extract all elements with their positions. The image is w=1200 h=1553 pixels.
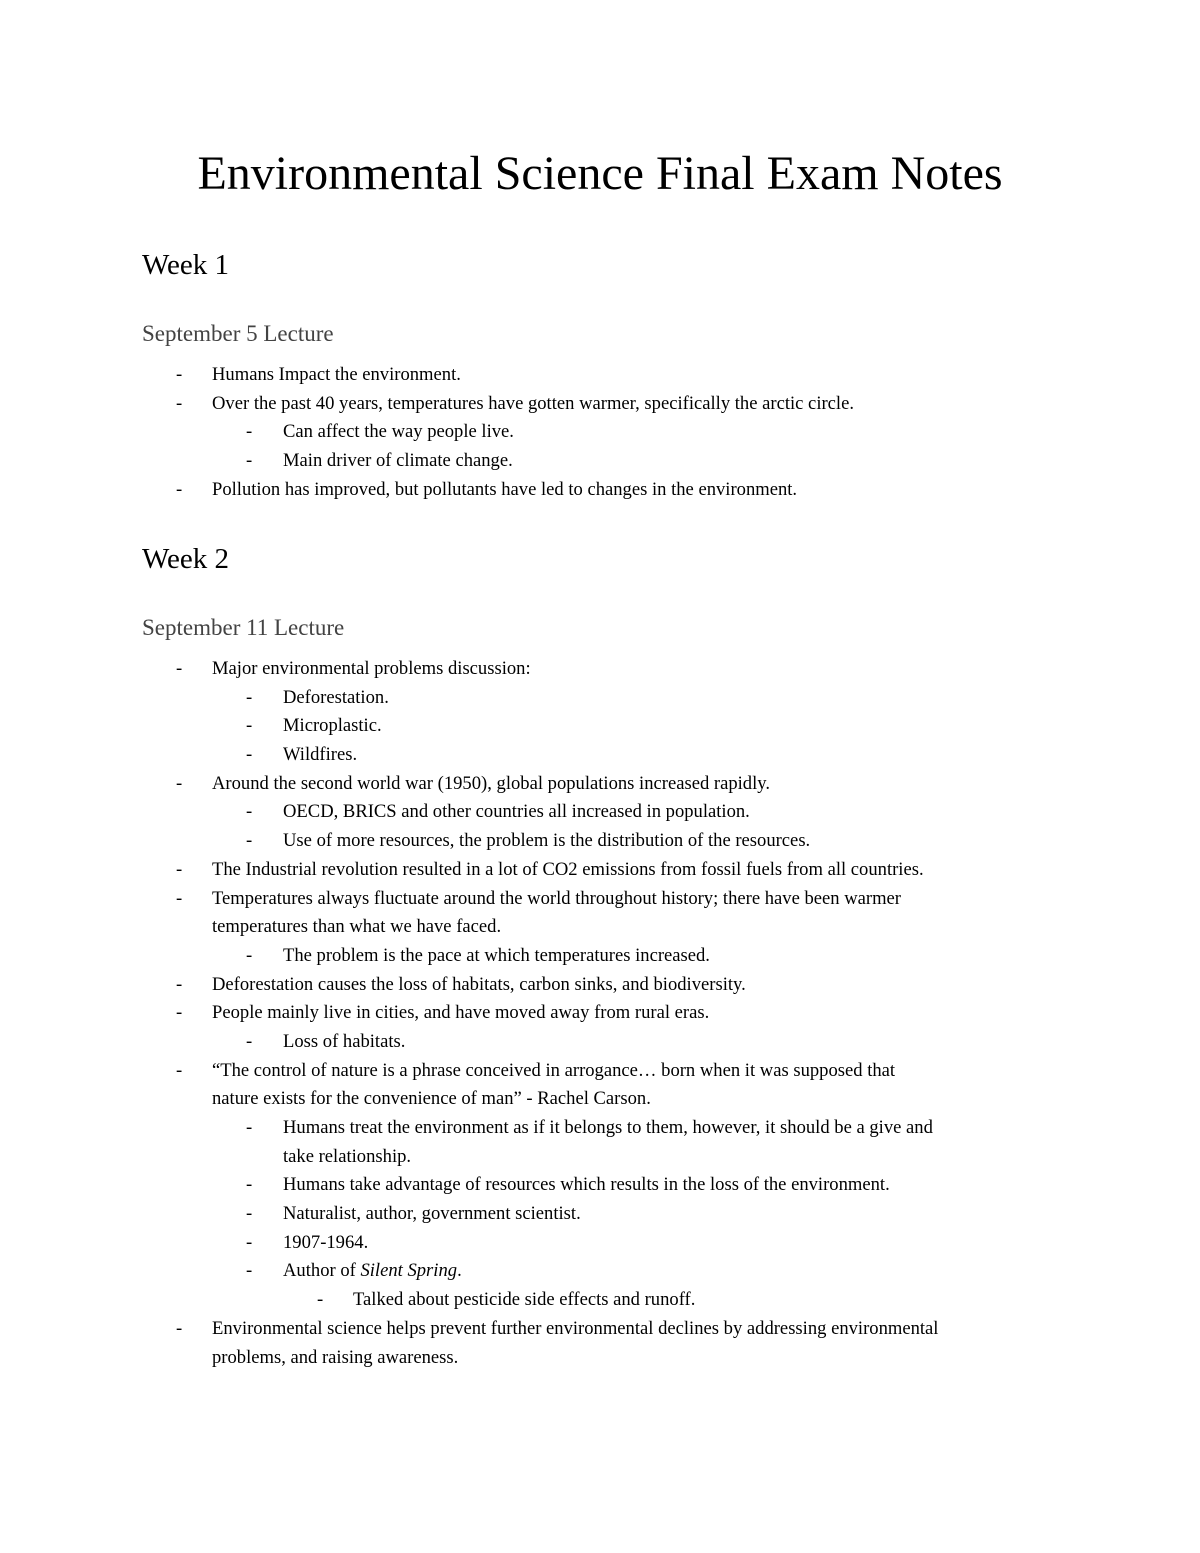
note-text: Main driver of climate change. [283,450,513,472]
note-line [0,447,1200,476]
note-line [0,885,1200,914]
bullet-dash: - [246,944,253,966]
week-2-notes-list [0,655,1200,1372]
bullet-dash: - [176,858,183,880]
bullet-dash: - [176,478,183,500]
note-line [0,655,1200,684]
note-line [0,1315,1200,1344]
note-text: Loss of habitats. [283,1030,406,1052]
note-text: nature exists for the convenience of man” - Rachel Carson. [212,1088,651,1110]
note-line [0,1229,1200,1258]
note-text: People mainly live in cities, and have moved away from rural eras. [212,1002,710,1024]
bullet-dash: - [246,715,253,737]
bullet-dash: - [246,1174,253,1196]
note-line [0,476,1200,505]
bullet-dash: - [246,1203,253,1225]
note-line [0,684,1200,713]
bullet-dash: - [246,450,253,472]
bullet-dash: - [246,801,253,823]
bullet-dash: - [317,1289,324,1311]
note-text: Temperatures always fluctuate around the world throughout history; there have been warmer [212,887,902,909]
note-line-continuation [0,913,1200,942]
note-line-continuation [0,1344,1200,1373]
bullet-dash: - [246,1231,253,1253]
note-line [0,798,1200,827]
bullet-dash: - [246,686,253,708]
note-text: take relationship. [283,1145,412,1167]
note-text: Deforestation. [283,686,389,708]
note-text: Naturalist, author, government scientist. [283,1203,581,1225]
note-text: Use of more resources, the problem is the distribution of the resources. [283,830,811,852]
note-text: Humans take advantage of resources which results in the loss of the environment. [283,1174,890,1196]
note-line [0,741,1200,770]
note-line [0,827,1200,856]
bullet-dash: - [176,1002,183,1024]
week-1-notes-list [0,361,1200,504]
note-line [0,1200,1200,1229]
note-text: Humans Impact the environment. [212,364,461,385]
bullet-dash: - [176,772,183,794]
note-line [0,712,1200,741]
note-line [0,1171,1200,1200]
note-line [0,1286,1200,1315]
note-text: The problem is the pace at which temperatures increased. [283,944,710,966]
note-text: The Industrial revolution resulted in a lot of CO2 emissions from fossil fuels from all countries. [212,858,924,880]
september-5-lecture-heading: September 5 Lecture [142,321,334,346]
note-text: temperatures than what we have faced. [212,916,502,938]
note-text: Over the past 40 years, temperatures have gotten warmer, specifically the arctic circle. [212,392,854,414]
note-text: Around the second world war (1950), global populations increased rapidly. [212,772,771,794]
note-text: 1907-1964. [283,1231,369,1253]
bullet-dash: - [176,658,183,679]
note-text: Pollution has improved, but pollutants have led to changes in the environment. [212,478,798,500]
note-line [0,1257,1200,1286]
note-text: Major environmental problems discussion: [212,658,531,679]
note-line [0,1057,1200,1086]
bullet-dash: - [246,421,253,443]
bullet-dash: - [176,1317,183,1339]
note-text: Deforestation causes the loss of habitats, carbon sinks, and biodiversity. [212,973,746,995]
bullet-dash: - [176,392,183,414]
note-line [0,1114,1200,1143]
bullet-dash: - [176,1059,183,1081]
note-line [0,361,1200,390]
note-text: Wildfires. [283,744,358,766]
bullet-dash: - [176,973,183,995]
bullet-dash: - [176,887,183,909]
week-1-heading: Week 1 [142,249,230,281]
bullet-dash: - [246,744,253,766]
note-line [0,971,1200,1000]
note-line [0,418,1200,447]
bullet-dash: - [176,364,183,385]
note-line-continuation [0,1143,1200,1172]
note-line [0,999,1200,1028]
bullet-dash: - [246,1260,253,1282]
note-text [283,1257,462,1286]
note-line [0,1028,1200,1057]
note-text: Can affect the way people live. [283,421,514,443]
bullet-dash: - [246,1117,253,1138]
september-11-lecture-heading: September 11 Lecture [142,615,345,640]
note-line-continuation [0,1085,1200,1114]
note-text: Microplastic. [283,715,382,737]
note-text: “The control of nature is a phrase conceived in arrogance… born when it was supposed that [212,1059,896,1081]
note-line [0,390,1200,419]
document-title: Environmental Science Final Exam Notes [197,147,1003,200]
note-text-trail: . [457,1260,462,1282]
note-text: Humans treat the environment as if it belongs to them, however, it should be a give and [283,1117,933,1138]
note-line [0,942,1200,971]
note-text-lead: Author of [283,1260,361,1282]
note-text: Environmental science helps prevent further environmental declines by addressing environmental [212,1317,939,1339]
note-text: problems, and raising awareness. [212,1346,459,1368]
note-line [0,770,1200,799]
note-line [0,856,1200,885]
note-text: Talked about pesticide side effects and runoff. [353,1289,696,1311]
week-2-heading: Week 2 [142,543,230,575]
book-title: Silent Spring [360,1260,458,1282]
bullet-dash: - [246,1030,253,1052]
note-text: OECD, BRICS and other countries all increased in population. [283,801,750,823]
bullet-dash: - [246,830,253,852]
